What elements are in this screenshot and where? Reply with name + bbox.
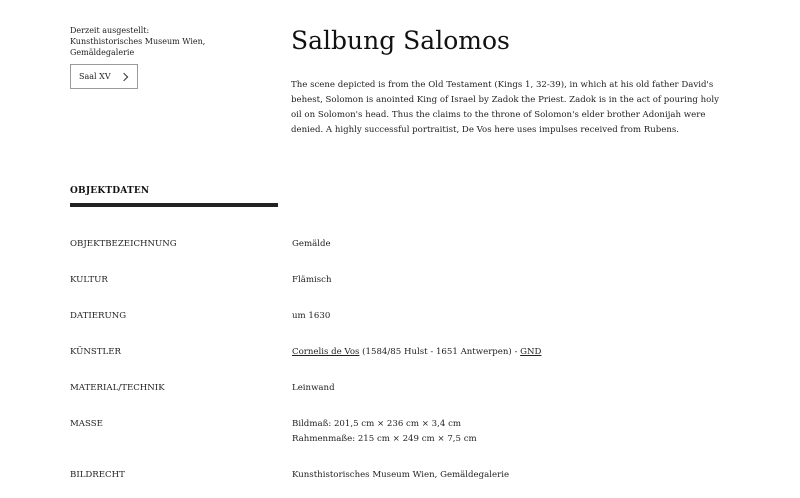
row-value <box>292 345 750 360</box>
exhibit-location-line1: Kunsthistorisches Museum Wien, <box>70 37 206 46</box>
section-heading-objektdaten: OBJEKTDATEN <box>70 186 150 196</box>
row-label: KÜNSTLER <box>70 347 121 357</box>
row-label: OBJEKTBEZEICHNUNG <box>70 239 177 249</box>
artist-info: (1584/85 Hulst - 1651 Antwerpen) - <box>359 347 521 357</box>
data-row-kultur <box>70 273 750 288</box>
room-button[interactable] <box>70 64 138 89</box>
data-row-bildrecht <box>70 468 750 483</box>
row-label: MASSE <box>70 419 103 429</box>
gnd-link[interactable]: GND <box>520 347 542 357</box>
exhibition-info <box>70 25 250 89</box>
row-value: Gemälde <box>292 239 331 249</box>
image-dimensions: Bildmaß: 201,5 cm × 236 cm × 3,4 cm <box>292 419 462 429</box>
frame-dimensions: Rahmenmaße: 215 cm × 249 cm × 7,5 cm <box>292 434 477 444</box>
data-row-kuenstler <box>70 345 750 360</box>
row-value: Flämisch <box>292 275 332 285</box>
row-label: MATERIAL/TECHNIK <box>70 383 165 393</box>
row-value: Kunsthistorisches Museum Wien, Gemäldegalerie <box>292 470 510 480</box>
row-value <box>292 417 750 447</box>
exhibit-location-line2: Gemäldegalerie <box>70 48 135 57</box>
row-value: Leinwand <box>292 383 335 393</box>
data-row-masse <box>70 417 750 447</box>
row-label: KULTUR <box>70 275 108 285</box>
artwork-title: Salbung Salomos <box>291 26 510 55</box>
data-row-material-technik <box>70 381 750 396</box>
exhibit-label: Derzeit ausgestellt: <box>70 26 150 35</box>
artwork-description: The scene depicted is from the Old Testament (Kings 1, 32-39), in which at his old father David's behest, Solomon is anointed King of Israel by Zadok the Priest. Zadok is in the act of pouring holy oil on Solomon's head. Thus the claims to the throne of Solomon's elder brother Adonijah were denied. A highly successful portraitist, De Vos here uses impulses received from Rubens. <box>291 80 719 135</box>
room-button-label: Saal XV <box>79 72 111 81</box>
artist-link[interactable]: Cornelis de Vos <box>292 347 360 357</box>
data-row-datierung <box>70 309 750 324</box>
row-label: DATIERUNG <box>70 311 127 321</box>
data-row-objektbezeichnung <box>70 237 750 252</box>
row-value: um 1630 <box>292 311 331 321</box>
section-underline <box>70 203 278 207</box>
chevron-right-icon <box>119 72 127 80</box>
row-label: BILDRECHT <box>70 470 125 480</box>
